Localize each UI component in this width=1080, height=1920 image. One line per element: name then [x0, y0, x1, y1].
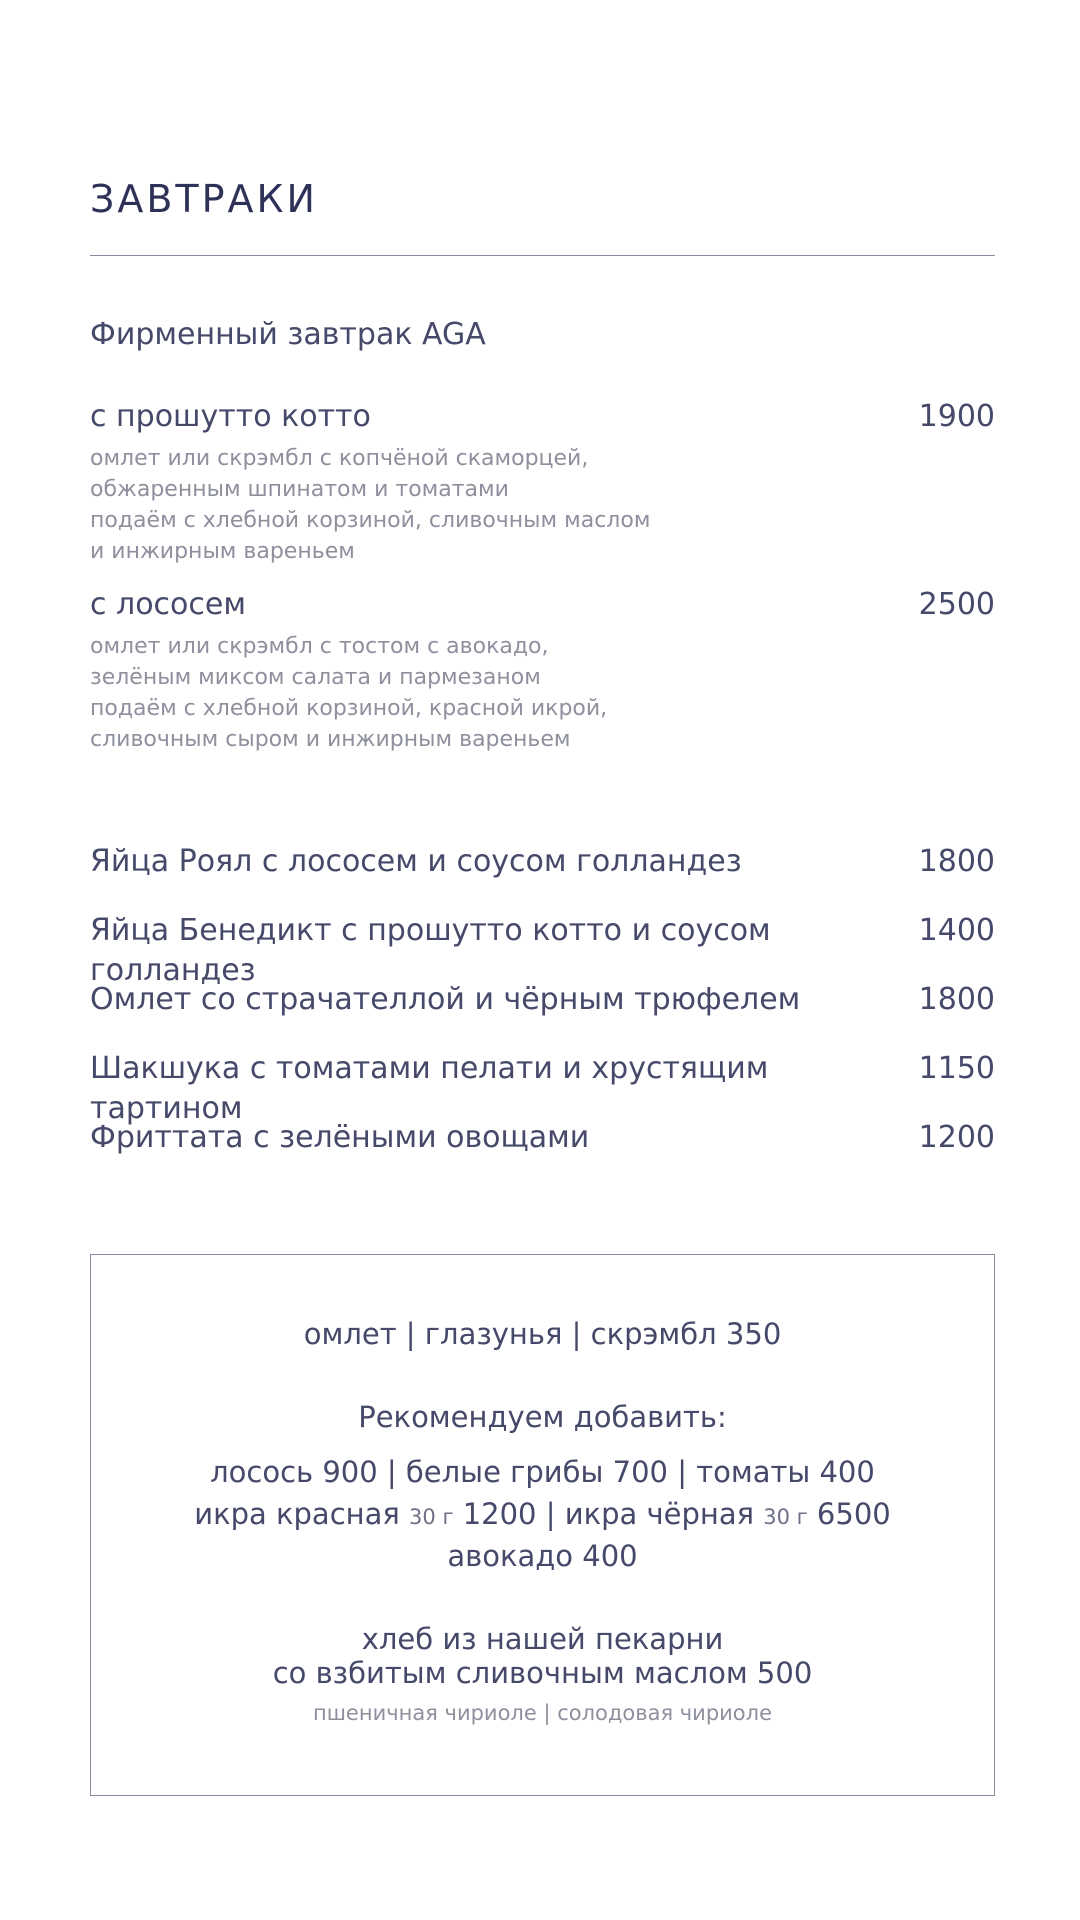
caviar-black-weight: 30 г — [763, 1505, 808, 1529]
dish-name: Омлет со страчателлой и чёрным трюфелем — [90, 982, 801, 1017]
caviar-line — [91, 1497, 994, 1531]
signature-item-prosciutto — [90, 397, 995, 567]
item-description-line: зелёным миксом салата и пармезаном — [90, 665, 541, 690]
item-name: с прошутто котто — [90, 399, 371, 434]
caviar-red-label: икра красная — [194, 1497, 400, 1531]
dish-item — [90, 1049, 995, 1129]
addons-line: лосось 900 | белые грибы 700 | томаты 400 — [210, 1455, 875, 1489]
item-description-line: омлет или скрэмбл с тостом с авокадо, — [90, 634, 549, 659]
menu-page — [90, 0, 995, 1920]
item-name: с лососем — [90, 587, 246, 622]
item-price: 2500 — [918, 587, 995, 622]
addons-box — [90, 1254, 995, 1796]
item-description — [90, 443, 995, 567]
signature-heading: Фирменный завтрак AGA — [90, 317, 486, 352]
item-description-line: омлет или скрэмбл с копчёной скаморцей, — [90, 446, 589, 471]
dish-name: Яйца Бенедикт с прошутто котто и соусом голландез — [90, 913, 771, 988]
eggs-options: омлет | глазунья | скрэмбл 350 — [303, 1317, 782, 1351]
dish-price: 1800 — [918, 844, 995, 879]
dish-price: 1400 — [918, 913, 995, 948]
item-price: 1900 — [918, 399, 995, 434]
dish-name: Фриттата с зелёными овощами — [90, 1120, 590, 1155]
dish-price: 1800 — [918, 982, 995, 1017]
section-title: ЗАВТРАКИ — [90, 177, 318, 221]
bread-line-2: со взбитым сливочным маслом 500 — [272, 1656, 813, 1690]
bread-line-1: хлеб из нашей пекарни — [361, 1622, 724, 1656]
dish-item — [90, 911, 995, 991]
item-description-line: сливочным сыром и инжирным вареньем — [90, 727, 571, 752]
recommend-heading: Рекомендуем добавить: — [358, 1400, 727, 1434]
caviar-red-weight: 30 г — [409, 1505, 454, 1529]
item-description — [90, 631, 995, 755]
bread-note: пшеничная чириоле | солодовая чириоле — [312, 1701, 773, 1725]
dish-item — [90, 980, 995, 1020]
dish-item — [90, 842, 995, 882]
signature-item-salmon — [90, 585, 995, 755]
dish-price: 1200 — [918, 1120, 995, 1155]
caviar-black-label: икра чёрная — [564, 1497, 755, 1531]
title-divider — [90, 255, 995, 256]
dish-price: 1150 — [918, 1051, 995, 1086]
item-description-line: и инжирным вареньем — [90, 539, 355, 564]
item-description-line: обжаренным шпинатом и томатами — [90, 477, 509, 502]
avocado-line: авокадо 400 — [447, 1539, 638, 1573]
caviar-red-price: 1200 | — [462, 1497, 556, 1531]
caviar-black-price: 6500 — [816, 1497, 891, 1531]
dish-name: Яйца Роял с лососем и соусом голландез — [90, 844, 742, 879]
item-description-line: подаём с хлебной корзиной, сливочным маслом — [90, 508, 651, 533]
dish-name: Шакшука с томатами пелати и хрустящим тартином — [90, 1051, 769, 1126]
dish-item — [90, 1118, 995, 1158]
item-description-line: подаём с хлебной корзиной, красной икрой, — [90, 696, 608, 721]
